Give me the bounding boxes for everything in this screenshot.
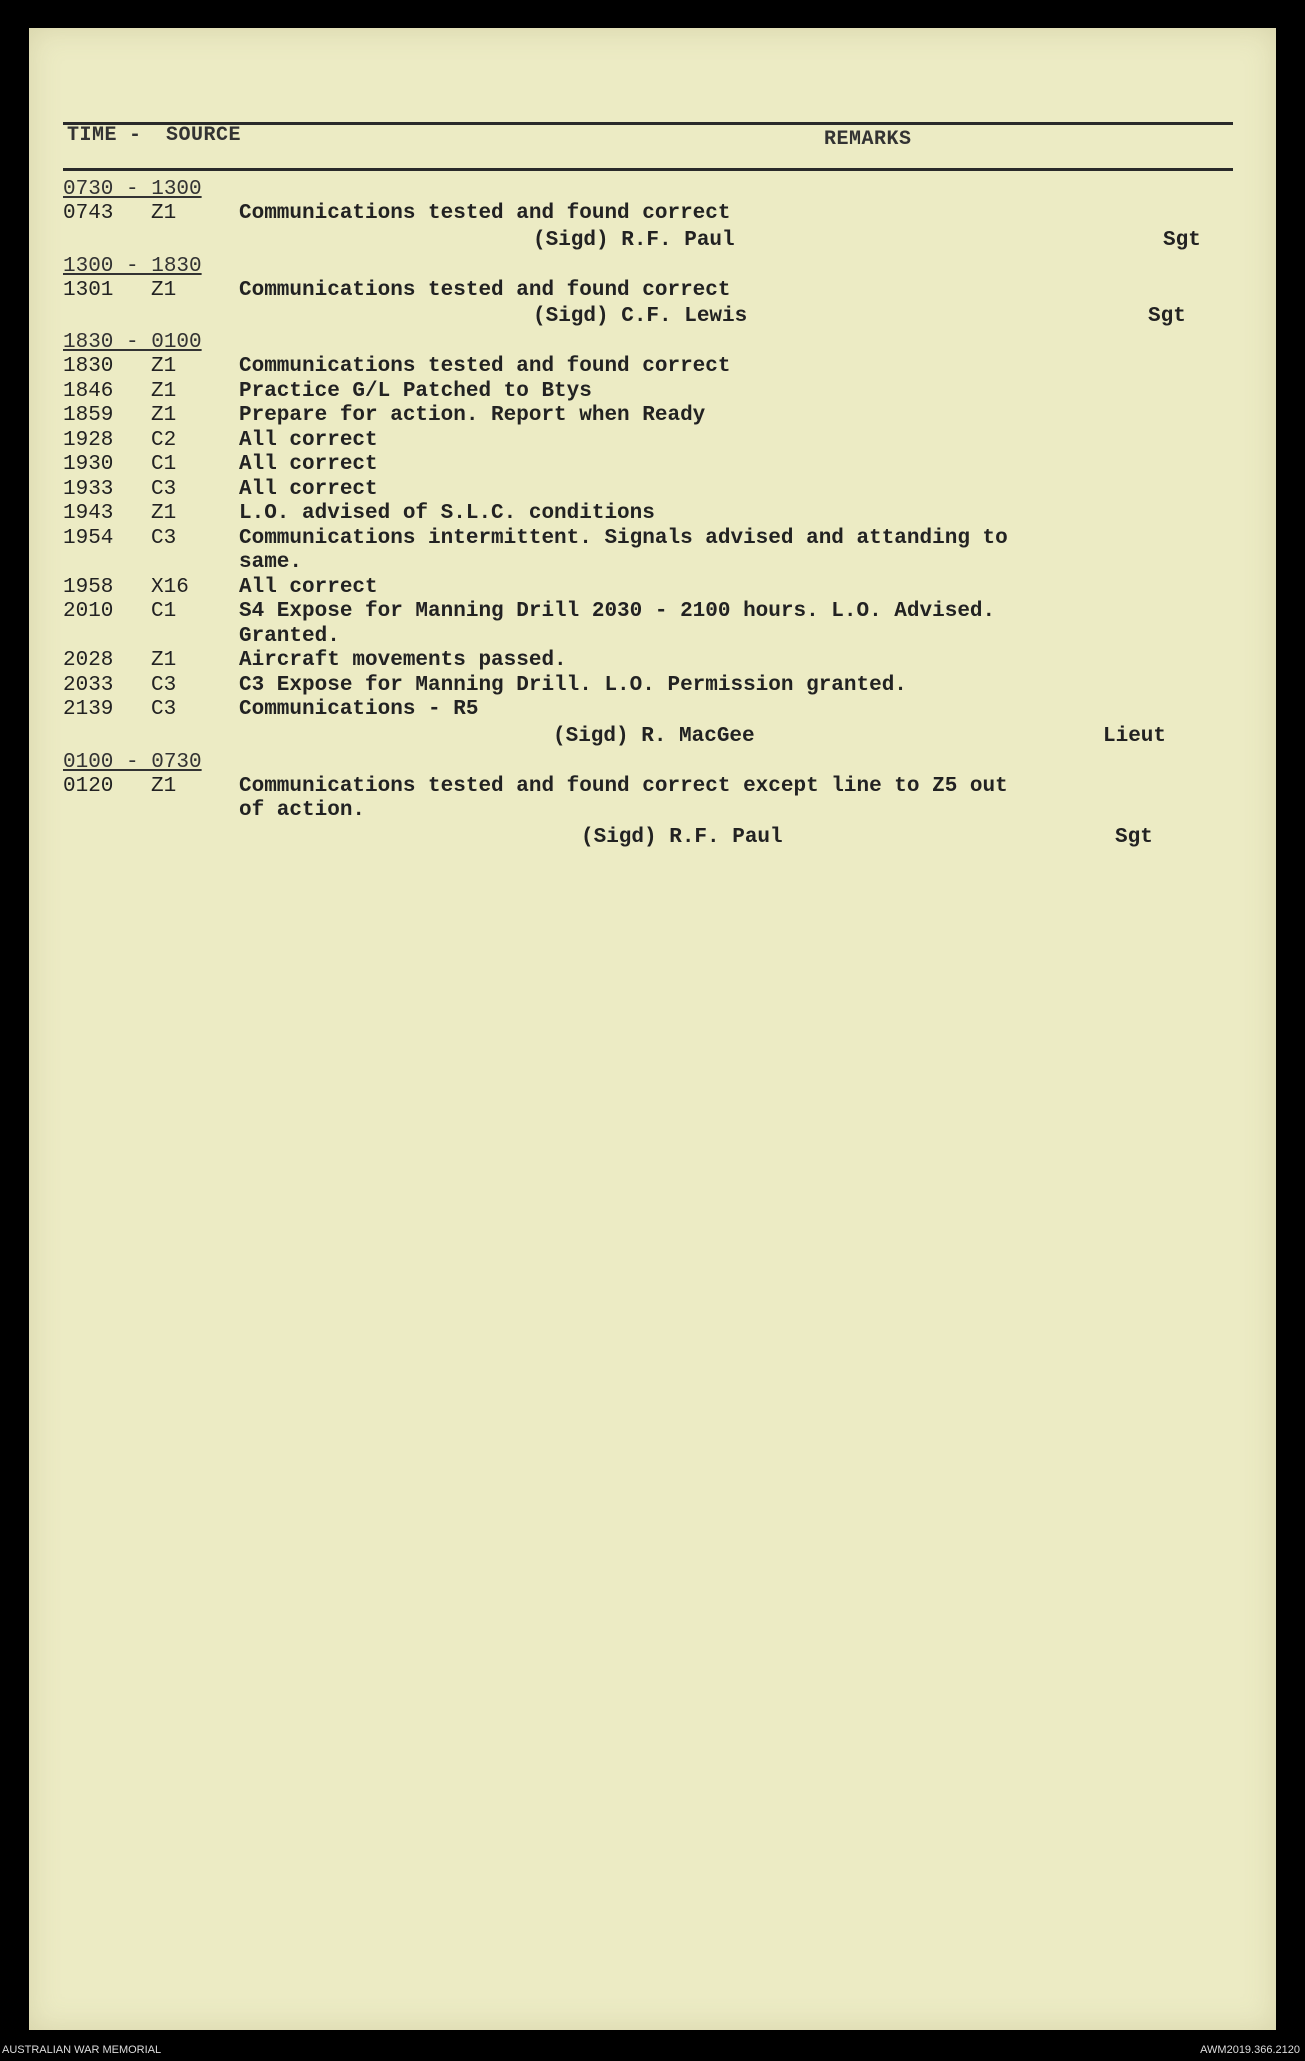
entry-remarks-continuation: of action.: [239, 799, 366, 822]
entry-remarks: C3 Expose for Manning Drill. L.O. Permission granted.: [239, 673, 907, 697]
log-entry: [63, 380, 1263, 405]
footer-accession-number: AWM2019.366.2120: [1200, 2044, 1300, 2056]
entry-source: C3: [151, 673, 177, 697]
log-entry: [63, 478, 1263, 503]
entry-source: Z1: [151, 278, 177, 302]
period-heading: 0100 - 0730: [63, 750, 202, 774]
entry-time: 0120: [63, 774, 114, 798]
header-bottom-rule: [63, 168, 1233, 171]
entry-remarks-continuation: Granted.: [239, 624, 340, 648]
entry-source: Z1: [151, 355, 177, 378]
column-header-time: TIME: [67, 124, 118, 147]
entry-remarks: Communications intermittent. Signals advised and attanding to: [239, 526, 1008, 550]
entry-source: C3: [151, 526, 177, 550]
signatory-name: (Sigd) R.F. Paul: [533, 228, 735, 252]
entry-source: Z1: [151, 404, 177, 427]
entry-remarks: Prepare for action. Report when Ready: [239, 404, 706, 427]
signature-line: [63, 824, 1263, 852]
signatory-rank: Sgt: [1115, 825, 1153, 849]
log-entry: [63, 279, 1263, 304]
entry-time: 0743: [63, 202, 114, 225]
entry-time: 1301: [63, 278, 114, 302]
column-header-source: SOURCE: [166, 124, 242, 147]
entry-time: 1846: [63, 379, 114, 403]
entry-time: 1930: [63, 453, 114, 476]
signature-line: [63, 723, 1263, 751]
column-header-remarks: REMARKS: [824, 128, 912, 151]
log-entry: [63, 600, 1263, 625]
period-heading: 1300 - 1830: [63, 254, 202, 278]
log-entry: [63, 775, 1263, 800]
signatory-rank: Lieut: [1103, 724, 1167, 748]
entry-time: 1958: [63, 575, 114, 599]
log-entry: [63, 698, 1263, 723]
log-entry: [63, 404, 1263, 429]
entry-source: Z1: [151, 774, 177, 798]
log-entry: [63, 453, 1263, 478]
entry-remarks: Communications tested and found correct: [239, 355, 731, 378]
entry-time: 2139: [63, 698, 114, 721]
log-entry: [63, 429, 1263, 454]
entry-remarks: Practice G/L Patched to Btys: [239, 379, 592, 403]
entry-remarks: L.O. advised of S.L.C. conditions: [239, 502, 655, 525]
entry-time: 1830: [63, 355, 114, 378]
entry-remarks: All correct: [239, 428, 378, 452]
log-entry: [63, 202, 1263, 227]
log-entry: [63, 502, 1263, 527]
entry-source: C3: [151, 477, 177, 501]
entry-remarks: Communications tested and found correct except line to Z5 out: [239, 774, 1008, 798]
entry-source: Z1: [151, 502, 177, 525]
entry-remarks: All correct: [239, 453, 378, 476]
entry-time: 2028: [63, 649, 114, 672]
entry-remarks: Communications - R5: [239, 698, 479, 721]
entry-source: Z1: [151, 202, 177, 225]
entry-source: C1: [151, 600, 177, 623]
signature-line: [63, 227, 1263, 255]
entry-time: 1943: [63, 502, 114, 525]
document-page: [29, 28, 1276, 2030]
entry-source: C1: [151, 453, 177, 476]
entry-time: 1954: [63, 526, 114, 550]
period-heading: 0730 - 1300: [63, 178, 202, 201]
entry-source: C3: [151, 698, 177, 721]
entry-time: 2010: [63, 600, 114, 623]
entry-source: Z1: [151, 649, 177, 672]
signatory-name: (Sigd) R.F. Paul: [581, 825, 783, 849]
signatory-name: (Sigd) C.F. Lewis: [533, 305, 748, 328]
signature-line: [63, 303, 1263, 331]
entry-remarks: Communications tested and found correct: [239, 278, 731, 302]
entry-time: 2033: [63, 673, 114, 697]
signatory-name: (Sigd) R. MacGee: [553, 724, 755, 748]
log-entry: [63, 674, 1263, 699]
entry-source: C2: [151, 428, 177, 452]
header-dash: -: [129, 124, 142, 147]
entry-source: Z1: [151, 379, 177, 403]
entry-remarks: S4 Expose for Manning Drill 2030 - 2100 hours. L.O. Advised.: [239, 600, 996, 623]
entry-remarks: Communications tested and found correct: [239, 202, 731, 225]
log-entry: [63, 649, 1263, 674]
period-heading: 1830 - 0100: [63, 331, 202, 354]
entry-remarks: All correct: [239, 477, 378, 501]
entry-remarks-continuation: same.: [239, 551, 303, 574]
entry-time: 1933: [63, 477, 114, 501]
signatory-rank: Sgt: [1163, 228, 1201, 252]
signal-log: [63, 178, 1263, 852]
signatory-rank: Sgt: [1148, 305, 1186, 328]
entry-source: X16: [151, 575, 189, 599]
log-entry: [63, 355, 1263, 380]
footer-institution: AUSTRALIAN WAR MEMORIAL: [2, 2044, 162, 2056]
entry-time: 1859: [63, 404, 114, 427]
entry-time: 1928: [63, 428, 114, 452]
entry-remarks: Aircraft movements passed.: [239, 649, 567, 672]
log-entry: [63, 527, 1263, 552]
entry-remarks: All correct: [239, 575, 378, 599]
log-entry: [63, 576, 1263, 601]
